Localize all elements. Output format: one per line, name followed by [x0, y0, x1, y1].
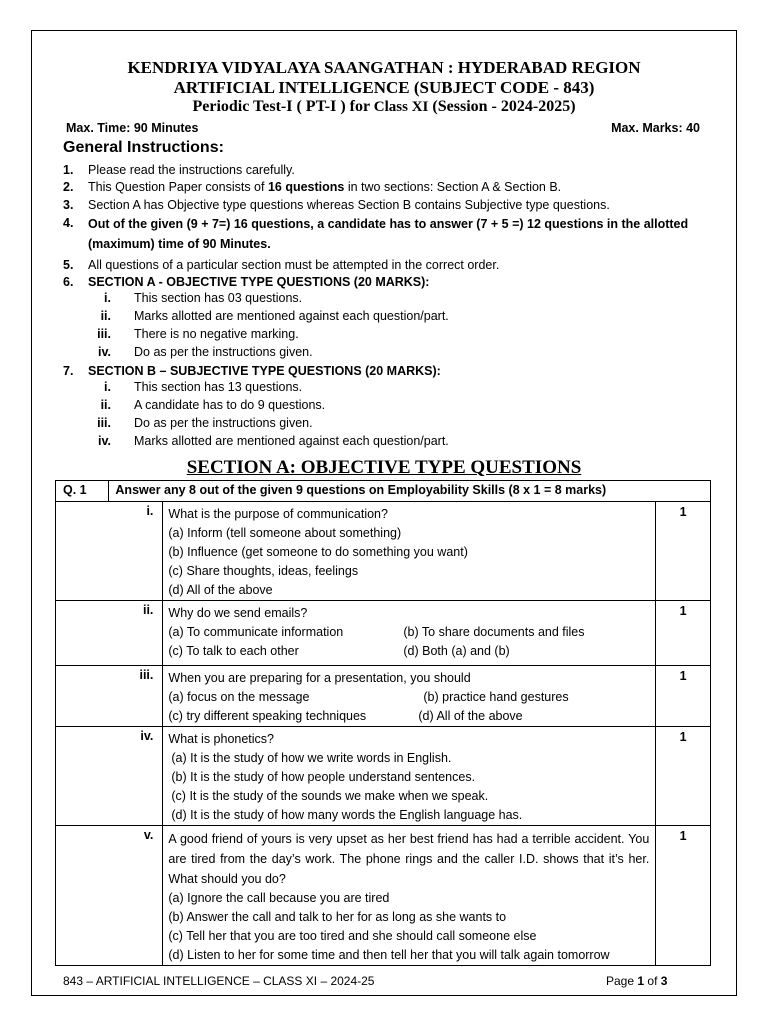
test-title	[0, 98, 768, 116]
instruction-text	[88, 178, 708, 196]
option: (d) Listen to her for some time and then tell her that you will talk again tomorrow	[168, 948, 610, 962]
option: (a) Inform (tell someone about something)	[168, 526, 402, 540]
sub-question-number: v.	[109, 826, 163, 966]
sub-question-body	[163, 666, 656, 727]
instruction-number: 6.	[63, 275, 74, 289]
page-word: Page	[606, 974, 635, 988]
option: (a) To communicate information	[168, 625, 344, 639]
sub-instruction-text: There is no negative marking.	[134, 327, 299, 341]
instruction-number: 3.	[63, 198, 74, 212]
row-spacer	[56, 666, 109, 727]
sub-question-body	[163, 502, 656, 601]
sub-instruction-text: This section has 13 questions.	[134, 380, 303, 394]
instruction-text: Out of the given (9 + 7=) 16 questions, a candidate has to answer (7 + 5 =) 12 questions in the allotted (maximum) time of 90 Minutes.	[88, 217, 689, 251]
option: (d) All of the above	[168, 583, 273, 597]
table-row	[56, 826, 711, 966]
option: (b) To share documents and files	[403, 625, 585, 639]
sub-instruction-numeral: ii.	[100, 398, 111, 412]
instruction-number: 1.	[63, 163, 74, 177]
of-word: of	[647, 974, 658, 988]
option: (c) Tell her that you are too tired and she should call someone else	[168, 929, 537, 943]
question-instruction: Answer any 8 out of the given 9 questions on Employability Skills (8 x 1 = 8 marks)	[109, 481, 711, 502]
option: (a) Ignore the call because you are tired	[168, 891, 390, 905]
option: (c) It is the study of the sounds we make when we speak.	[171, 789, 489, 803]
instruction-number: 5.	[63, 258, 74, 272]
instruction-text: Please read the instructions carefully.	[88, 163, 295, 177]
test-name: Periodic Test-I ( PT-I ) for	[192, 98, 370, 115]
option: (d) All of the above	[418, 709, 523, 723]
table-row	[56, 601, 711, 666]
sub-question-number: ii.	[109, 601, 163, 666]
sub-question-number: iv.	[109, 727, 163, 826]
row-spacer	[56, 601, 109, 666]
option: (b) Answer the call and talk to her for as long as she wants to	[168, 910, 507, 924]
question-table	[55, 480, 711, 966]
instruction-text: SECTION A - OBJECTIVE TYPE QUESTIONS (20 MARKS):	[88, 275, 430, 289]
row-spacer	[56, 826, 109, 966]
sub-question-number: iii.	[109, 666, 163, 727]
question-number: Q. 1	[56, 481, 109, 502]
instruction-text-part: This Question Paper consists of	[88, 180, 268, 194]
sub-instruction-text: Marks allotted are mentioned against each question/part.	[134, 434, 449, 448]
option: (a) It is the study of how we write words in English.	[171, 751, 452, 765]
sub-instruction-numeral: iv.	[98, 434, 111, 448]
option: (d) It is the study of how many words the English language has.	[171, 808, 523, 822]
instruction-number: 2.	[63, 180, 74, 194]
row-spacer	[56, 502, 109, 601]
option: (c) To talk to each other	[168, 644, 299, 658]
marks: 1	[656, 601, 711, 666]
option-row	[168, 707, 655, 726]
marks: 1	[656, 727, 711, 826]
sub-question-text: What is the purpose of communication?	[168, 507, 388, 521]
sub-question-text: What is phonetics?	[168, 732, 274, 746]
footer-text: 843 – ARTIFICIAL INTELLIGENCE – CLASS XI – 2024-25	[63, 974, 375, 988]
table-row	[56, 502, 711, 601]
page-indicator	[606, 974, 667, 988]
option: (b) It is the study of how people understand sentences.	[171, 770, 476, 784]
sub-instruction-text: This section has 03 questions.	[134, 291, 303, 305]
option: (b) practice hand gestures	[423, 690, 569, 704]
sub-question-text: When you are preparing for a presentation, you should	[168, 671, 471, 685]
section-a-title: SECTION A: OBJECTIVE TYPE QUESTIONS	[186, 457, 582, 478]
table-row	[56, 666, 711, 727]
option: (c) try different speaking techniques	[168, 709, 367, 723]
sub-instruction-text: Do as per the instructions given.	[134, 416, 313, 430]
instruction-number: 7.	[63, 364, 74, 378]
option-row	[168, 688, 655, 707]
school-name: KENDRIYA VIDYALAYA SAANGATHAN : HYDERABAD REGION	[127, 58, 641, 77]
sub-question-number: i.	[109, 502, 163, 601]
subject-title: ARTIFICIAL INTELLIGENCE (SUBJECT CODE - 843)	[173, 78, 595, 97]
option: (c) Share thoughts, ideas, feelings	[168, 564, 359, 578]
sub-question-body	[163, 826, 656, 966]
option: (b) Influence (get someone to do something you want)	[168, 545, 468, 559]
instruction-text-bold: 16 questions	[267, 180, 345, 194]
row-spacer	[56, 727, 109, 826]
sub-instruction-numeral: iv.	[98, 345, 111, 359]
instruction-text-part: in two sections: Section A & Section B.	[344, 180, 562, 194]
sub-instruction-text: Marks allotted are mentioned against each question/part.	[134, 309, 449, 323]
instruction-text: Section A has Objective type questions whereas Section B contains Subjective type questions.	[88, 198, 610, 212]
test-class: Class XI	[373, 99, 429, 115]
sub-instruction-text: A candidate has to do 9 questions.	[134, 398, 326, 412]
instructions-title: General Instructions:	[63, 139, 224, 156]
sub-question-body	[163, 727, 656, 826]
page-total: 3	[660, 974, 668, 988]
sub-instruction-numeral: ii.	[100, 309, 111, 323]
option-row	[168, 623, 655, 642]
instruction-text: All questions of a particular section must be attempted in the correct order.	[88, 258, 500, 272]
sub-instruction-numeral: iii.	[97, 327, 111, 341]
sub-instruction-numeral: iii.	[97, 416, 111, 430]
marks: 1	[656, 502, 711, 601]
max-time: Max. Time: 90 Minutes	[66, 121, 199, 135]
sub-instruction-numeral: i.	[104, 291, 111, 305]
sub-question-body	[163, 601, 656, 666]
option: (a) focus on the message	[168, 690, 310, 704]
test-session: (Session - 2024-2025)	[432, 98, 576, 115]
option-row	[168, 642, 655, 661]
marks: 1	[656, 826, 711, 966]
max-marks: Max. Marks: 40	[611, 121, 700, 135]
marks: 1	[656, 666, 711, 727]
instruction-number: 4.	[63, 216, 74, 230]
sub-question-text: Why do we send emails?	[168, 606, 308, 620]
table-row	[56, 727, 711, 826]
question-header-row	[56, 481, 711, 502]
instruction-text: SECTION B – SUBJECTIVE TYPE QUESTIONS (20 MARKS):	[88, 364, 441, 378]
sub-instruction-numeral: i.	[104, 380, 111, 394]
sub-instruction-text: Do as per the instructions given.	[134, 345, 313, 359]
sub-question-text: A good friend of yours is very upset as her best friend has had a terrible accident. You are tired from the day’s work. The phone rings and the caller I.D. shows that it’s her. What should you do?	[168, 832, 650, 886]
option: (d) Both (a) and (b)	[403, 644, 510, 658]
page-number: 1	[637, 974, 645, 988]
